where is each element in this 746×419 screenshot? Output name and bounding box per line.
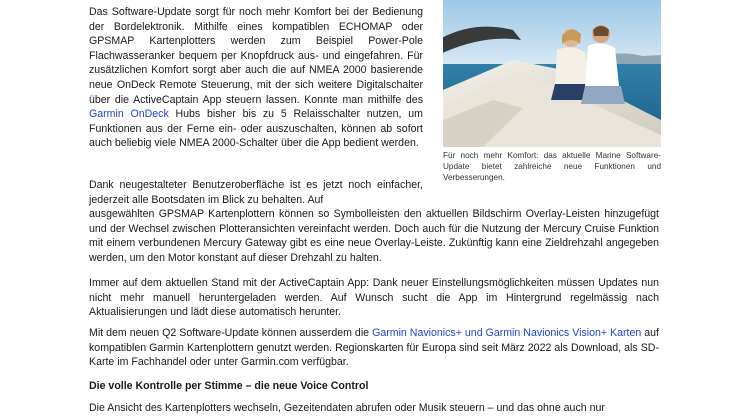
paragraph-1-part1: Das Software-Update sorgt für noch mehr Komfort bei der Bedienung der Bordelektronik. Mithilfe eines kompatiblen ECHOMAP oder GPSMAP Kartenplotters werden zum Beispiel Power-Pole Flachwasseranker bequem per Knopfdruck aus- und eingefahren. Für zusätzlichen Komfort sorgt aber auch die auf NMEA 2000 basierende neue OnDeck Remote Steuerung, mit der sich weitere Digitalschalter über die ActiveCaptain App steuern lassen. Konnte man mithilfe des — [89, 6, 423, 106]
boat-photo — [443, 0, 661, 147]
garmin-ondeck-link[interactable]: Garmin OnDeck — [89, 108, 169, 121]
paragraph-1-part2: Hubs bisher bis zu 5 Relaisschalter nutzen, um Funktionen aus der Ferne ein- oder auszuschalten, können ab sofort auch beliebig viele NMEA 2000-Schalter über die App bedient werden. — [89, 108, 423, 150]
paragraph-4 — [89, 326, 659, 370]
photo-caption: Für noch mehr Komfort: das aktuelle Marine Software-Update bietet zahlreiche neue Funktionen und Verbesserungen. — [443, 151, 661, 182]
paragraph-2-top: Dank neugestalteter Benutzeroberfläche ist es jetzt noch einfacher, jederzeit alle Bootsdaten im Blick zu behalten. Auf — [89, 179, 423, 206]
paragraph-1 — [89, 5, 423, 151]
boat-photo-illustration — [443, 0, 661, 147]
paragraph-2-bottom: ausgewählten GPSMAP Kartenplottern können so Symbolleisten den aktuellen Bildschirm Overlay-Leisten hinzugefügt und der Wechsel zwischen Plotteransichten vereinfacht werden. Doch auch für die Nutzung der Mercury Cruise Funktion mit einem verbundenen Mercury Gateway gibt es eine neue Overlay-Leiste. Zukünftig kann eine Zieldrehzahl angegeben werden, um den Motor konstant auf dieser Drehzahl zu halten. — [89, 208, 659, 264]
navionics-charts-link[interactable]: Garmin Navionics+ und Garmin Navionics Vision+ Karten — [372, 327, 642, 339]
paragraph-3: Immer auf dem aktuellen Stand mit der ActiveCaptain App: Dank neuer Einstellungsmöglichkeiten müssen Updates nun nicht mehr manuell heruntergeladen werden. Auf Wunsch sucht die App im Hintergrund regelmässig nach Aktualisierungen und lädt diese automatisch herunter. — [89, 277, 659, 319]
paragraph-4-part2: auf kompatiblen Garmin Kartenplottern genutzt werden. Regionskarten für Europa sind seit März 2022 als Download, als SD-Karte im Fachhandel oder unter Garmin.com verfügbar. — [89, 327, 660, 369]
paragraph-5: Die Ansicht des Kartenplotters wechseln, Gezeitendaten abrufen oder Musik steuern – und das ohne auch nur — [89, 402, 605, 414]
paragraph-4-part1: Mit dem neuen Q2 Software-Update können ausserdem die — [89, 327, 373, 339]
section-heading: Die volle Kontrolle per Stimme – die neue Voice Control — [89, 380, 369, 392]
